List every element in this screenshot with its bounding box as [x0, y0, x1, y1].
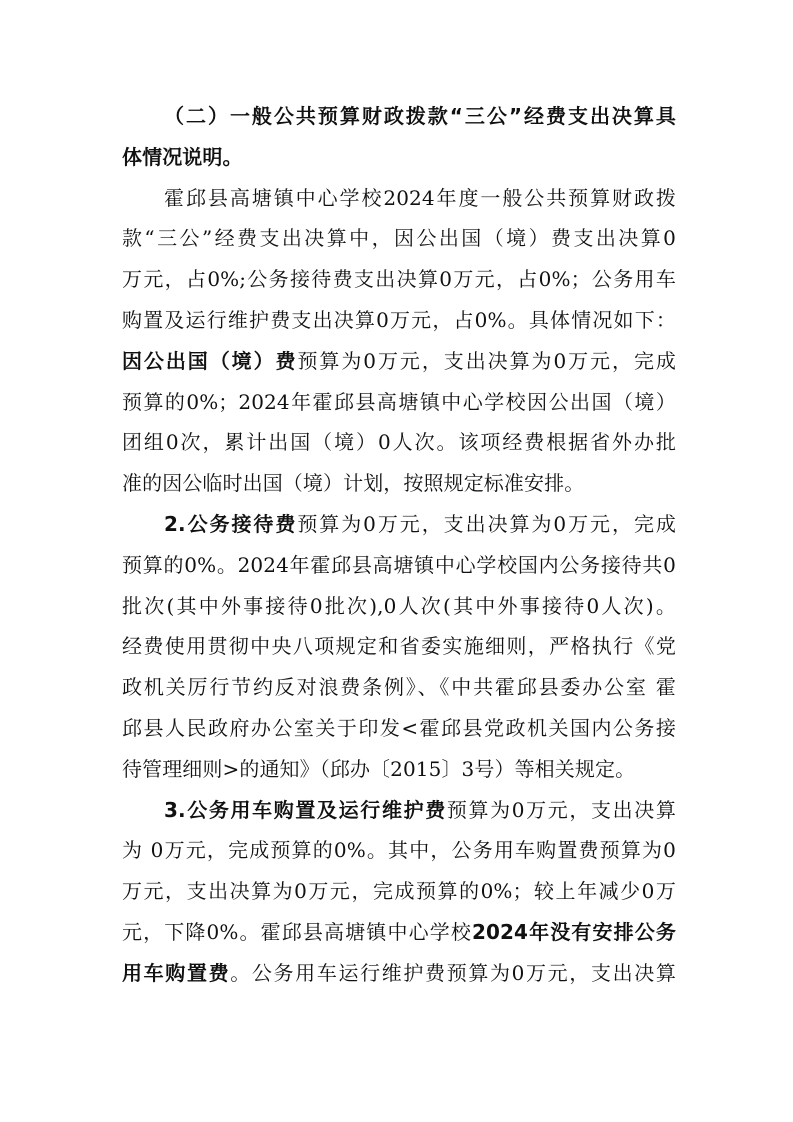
- para1-line-5-text: 预算为0万元，支出决算为0万元，完成: [297, 348, 676, 373]
- para2-line-7: 待管理细则>的通知》（邱办〔2015〕3号）等相关规定。: [122, 756, 636, 781]
- para3-line-5-text: 。公务用车运行维护费预算为0万元，支出决算: [230, 960, 676, 985]
- section-heading-line-2: 体情况说明。: [122, 144, 243, 169]
- para1-line-3: 万元，占0%;公务接待费支出决算0万元，占0%；公务用车: [122, 267, 676, 292]
- para1-line-1: 霍邱县高塘镇中心学校2024年度一般公共预算财政拨: [164, 185, 676, 210]
- document-page: [122, 96, 676, 994]
- para1-line-5: [122, 341, 676, 382]
- para2-line-5: 政机关厉行节约反对浪费条例》、《中共霍邱县委办公室 霍: [122, 675, 676, 700]
- para3-line-5-bold: 用车购置费: [122, 960, 231, 985]
- para2-line-6: 邱县人民政府办公室关于印发<霍邱县党政机关国内公务接: [122, 715, 676, 740]
- para3-line-4-bold: 2024年没有安排公务: [471, 919, 676, 944]
- para2-line-1: [122, 504, 676, 545]
- para1-line-4: 购置及运行维护费支出决算0万元，占0%。具体情况如下：: [122, 307, 676, 332]
- para3-line-4-text: 元，下降0%。霍邱县高塘镇中心学校: [122, 919, 472, 944]
- subheading-vehicles: 3.公务用车购置及运行维护费: [164, 797, 447, 822]
- para1-line-8: 准的因公临时出国（境）计划，按照规定标准安排。: [122, 471, 585, 496]
- para2-line-3: 批次(其中外事接待0批次),0人次(其中外事接待0人次)。: [122, 593, 676, 618]
- section-heading-line-1: （二）一般公共预算财政拨款“三公”经费支出决算具: [164, 104, 676, 128]
- subheading-travel-abroad: 因公出国（境）费: [122, 348, 298, 373]
- para3-line-3: 万元，支出决算为0万元，完成预算的0%；较上年减少0万: [122, 879, 676, 904]
- para1-line-6: 预算的0%；2024年霍邱县高塘镇中心学校因公出国（境）: [122, 389, 676, 414]
- para3-line-4: [122, 912, 676, 953]
- para3-line-5: [122, 953, 676, 994]
- subheading-reception: 2.公务接待费: [164, 511, 298, 536]
- para3-line-2: 为 0万元，完成预算的0%。其中，公务用车购置费预算为0: [122, 838, 676, 863]
- para2-line-1-text: 预算为0万元，支出决算为0万元，完成: [297, 511, 676, 536]
- para3-line-1: [122, 790, 676, 831]
- para2-line-2: 预算的0%。2024年霍邱县高塘镇中心学校国内公务接待共0: [122, 552, 676, 577]
- para2-line-4: 经费使用贯彻中央八项规定和省委实施细则，严格执行《党: [122, 634, 676, 659]
- para3-line-1-text: 预算为0万元，支出决算: [446, 797, 676, 822]
- para1-line-7: 团组0次，累计出国（境）0人次。该项经费根据省外办批: [122, 430, 676, 455]
- para1-line-2: 款“三公”经费支出决算中，因公出国（境）费支出决算0: [122, 226, 676, 251]
